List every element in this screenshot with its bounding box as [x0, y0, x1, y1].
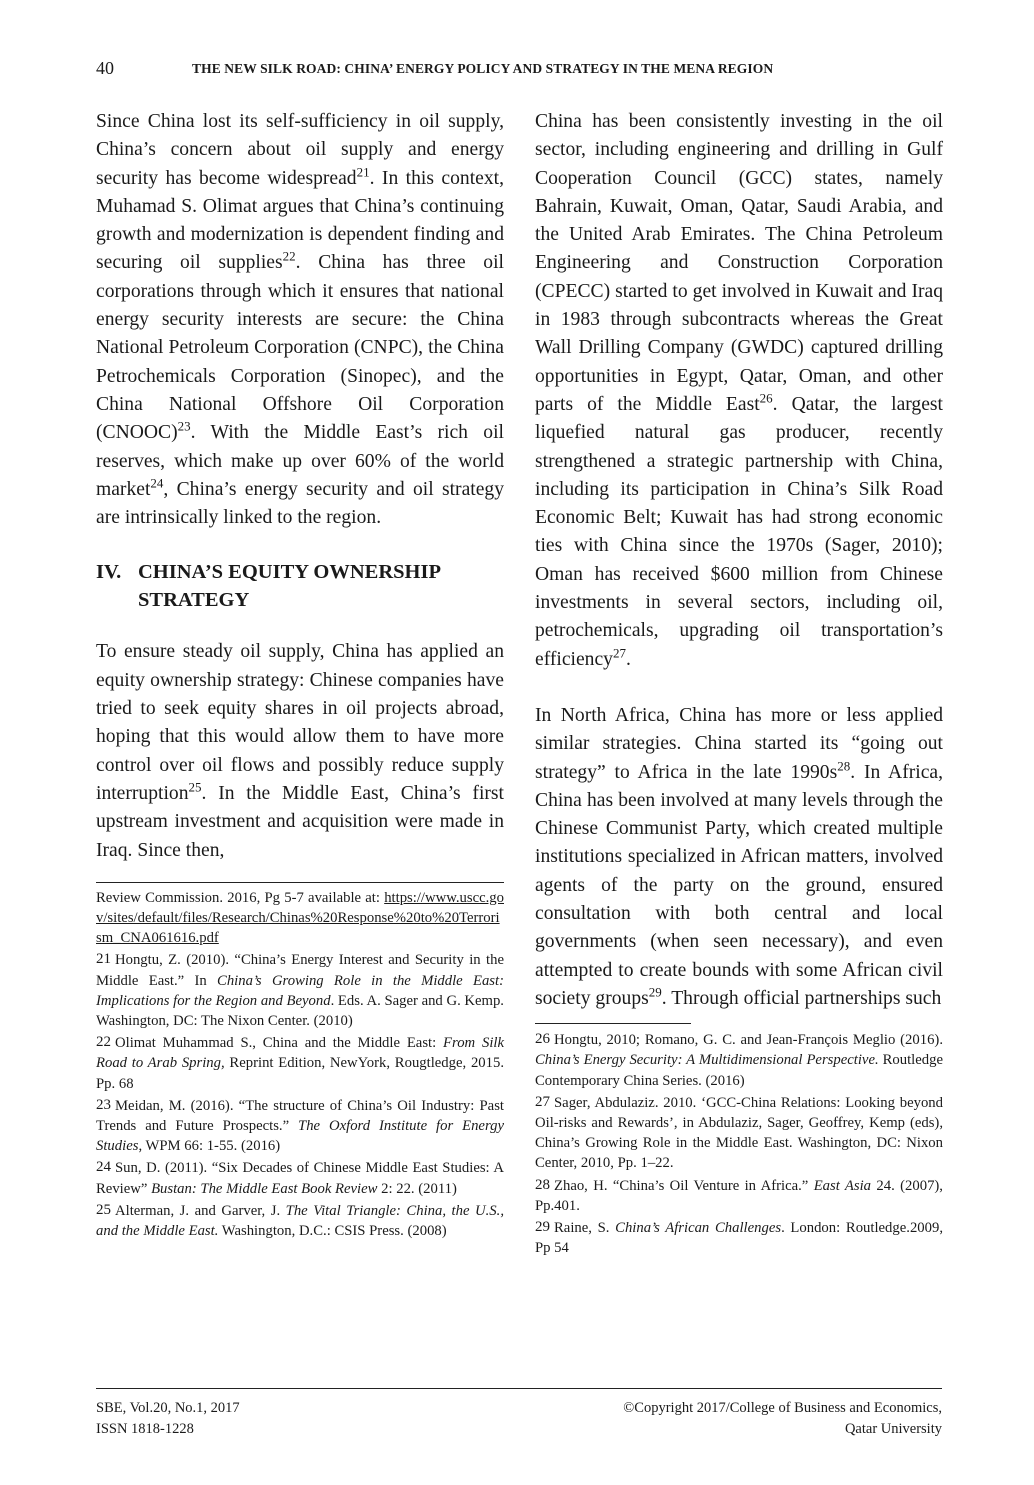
- footnote-ref[interactable]: 24: [150, 475, 164, 491]
- footnote-ref[interactable]: 26: [759, 390, 773, 406]
- footnote-ref[interactable]: 29: [648, 984, 662, 1000]
- footnote-28: 28 Zhao, H. “China’s Oil Venture in Africa.” East Asia 24. (2007), Pp.401.: [535, 1176, 943, 1214]
- journal-volume: SBE, Vol.20, No.1, 2017: [96, 1400, 240, 1416]
- footnote-24: 24 Sun, D. (2011). “Six Decades of Chinese Middle East Studies: A Review” Bustan: The Middle East Book Review 2: 22. (2011): [96, 1159, 504, 1197]
- page-number: 40: [96, 58, 114, 78]
- institution: Qatar University: [844, 1420, 942, 1437]
- section-title-line2: STRATEGY: [138, 589, 250, 612]
- footnote-ref[interactable]: 22: [282, 248, 296, 264]
- paragraph: Since China lost its self-sufficiency in oil supply, China’s concern about oil supply and energy security has become widespread$^{21}$. In this context, Muhamad S. Olimat argues that China’s continuing growth and modernization is dependent finding and securing oil supplies$^{22}$. China has three oil corporations through which it ensures that national energy security interests are secure: the China National Petroleum Corporation (CNPC), the China Petrochemicals Corporation (Sinopec), and the China National Offshore Oil Corporation (CNOOC)$^{23}$. With the Middle East’s rich oil reserves, which make up over 60% of the world market$^{24}$, China’s energy security and oil strategy are intrinsically linked to the region.: [96, 111, 504, 529]
- footnote-25: 25 Alterman, J. and Garver, J. The Vital Triangle: China, the U.S., and the Middle East. Washington, D.C.: CSIS Press. (2008): [96, 1201, 504, 1240]
- footnote-22: 22 Olimat Muhammad S., China and the Middle East: From Silk Road to Arab Spring, Reprint Edition, NewYork, Rougtledge, 2015. Pp. 68: [96, 1034, 505, 1092]
- footnote-divider: [96, 882, 504, 883]
- footnote-link[interactable]: https://www.uscc.gov/sites/default/files/Research/Chinas%20Response%20to%20Terrorism_CNA061616.pdf: [96, 889, 504, 947]
- footnote-ref[interactable]: 25: [188, 779, 202, 795]
- footer-divider: [96, 1388, 942, 1389]
- footnote-divider: [535, 1023, 691, 1024]
- copyright: ©Copyright 2017/College of Business and Economics,: [623, 1400, 942, 1416]
- footnotes-right: [535, 1029, 943, 1258]
- footnote-continued: Review Commission. 2016, Pg 5-7 available at: https://www.uscc.gov/sites/default/files/Research/Chinas%20Response%20to%20Terrorism_CNA061616.pdf: [96, 889, 504, 947]
- paragraph: To ensure steady oil supply, China has applied an equity ownership strategy: Chinese companies have tried to seek equity shares in oil projects abroad, hoping that this would allow them to have more control over oil flows and possibly reduce supply interruption$^{25}$. In the Middle East, China’s first upstream investment and acquisition were made in Iraq. Since then,: [96, 641, 504, 861]
- footnotes-left: [96, 888, 504, 1241]
- footnote-ref[interactable]: 23: [177, 418, 191, 434]
- footnote-23: 23 Meidan, M. (2016). “The structure of China’s Oil Industry: Past Trends and Future Prospects.” The Oxford Institute for Energy Studies, WPM 66: 1-55. (2016): [96, 1096, 504, 1155]
- issn: ISSN 1818-1228: [96, 1420, 194, 1437]
- section-title-line1: CHINA’S EQUITY OWNERSHIP: [138, 561, 441, 584]
- footer-left: [96, 1398, 240, 1439]
- paragraph: China has been consistently investing in the oil sector, including engineering and drilling in Gulf Cooperation Council (GCC) states, namely Bahrain, Kuwait, Oman, Qatar, Saudi Arabia, and the United Arab Emirates. The China Petroleum Engineering and Construction Corporation (CPECC) started to get involved in Kuwait and Iraq in 1983 through subcontracts whereas the Great Wall Drilling Company (GWDC) captured drilling opportunities in Egypt, Qatar, Oman, and other parts of the Middle East$^{26}$. Qatar, the largest liquefied natural gas producer, recently strengthened a strategic partnership with China, including its participation in China’s Silk Road Economic Belt; Kuwait has had strong economic ties with China since the 1970s (Sager, 2010); Oman has received $600 million from Chinese investments in several sectors, including oil, petrochemicals, upgrading oil transportation’s efficiency$^{27}$.: [535, 111, 943, 670]
- footer-right: [623, 1398, 942, 1439]
- footnote-ref[interactable]: 28: [837, 758, 851, 773]
- footnote-ref[interactable]: 21: [356, 164, 370, 180]
- footnote-ref[interactable]: 27: [612, 645, 626, 661]
- footnote-29: 29 Raine, S. China’s African Challenges. London: Routledge.2009, Pp 54: [535, 1219, 943, 1257]
- footnote-27: 27 Sager, Abdulaziz. 2010. ‘GCC-China Relations: Looking beyond Oil-risks and Rewards’, in Abdulaziz, Sager, Geoffrey, Kemp (eds), China’s Growing Role in the Middle East. Washington, DC: Nixon Center, 2010, Pp. 1–22.: [535, 1093, 943, 1172]
- paragraph: In North Africa, China has more or less applied similar strategies. China started its “going out strategy” to Africa in the late $1990s^{28}$. In Africa, China has been involved at many levels through the Chinese Communist Party, which created multiple institutions specialized in African matters, involved agents of the party on the ground, ensured consultation with both central and local governments (when seen necessary), and even attempted to create bounds with some African civil society groups$^{29}$. Through official partnerships such: [535, 704, 943, 1009]
- footnote-21: 21 Hongtu, Z. (2010). “China’s Energy Interest and Security in the Middle East.” In China’s Growing Role in the Middle East: Implications for the Region and Beyond. Eds. A. Sager and G. Kemp. Washington, DC: The Nixon Center. (2010): [96, 951, 504, 1030]
- running-title: THE NEW SILK ROAD: CHINA’ ENERGY POLICY AND STRATEGY IN THE MENA REGION: [192, 61, 774, 76]
- right-column: [535, 108, 943, 1259]
- footnote-26: 26 Hongtu, 2010; Romano, G. C. and Jean-François Meglio (2016). China’s Energy Security: A Multidimensional Perspective. Routledge Contemporary China Series. (2016): [535, 1031, 943, 1089]
- section-number: IV.: [96, 561, 122, 584]
- section-heading: [96, 558, 504, 614]
- left-column: [96, 108, 504, 1242]
